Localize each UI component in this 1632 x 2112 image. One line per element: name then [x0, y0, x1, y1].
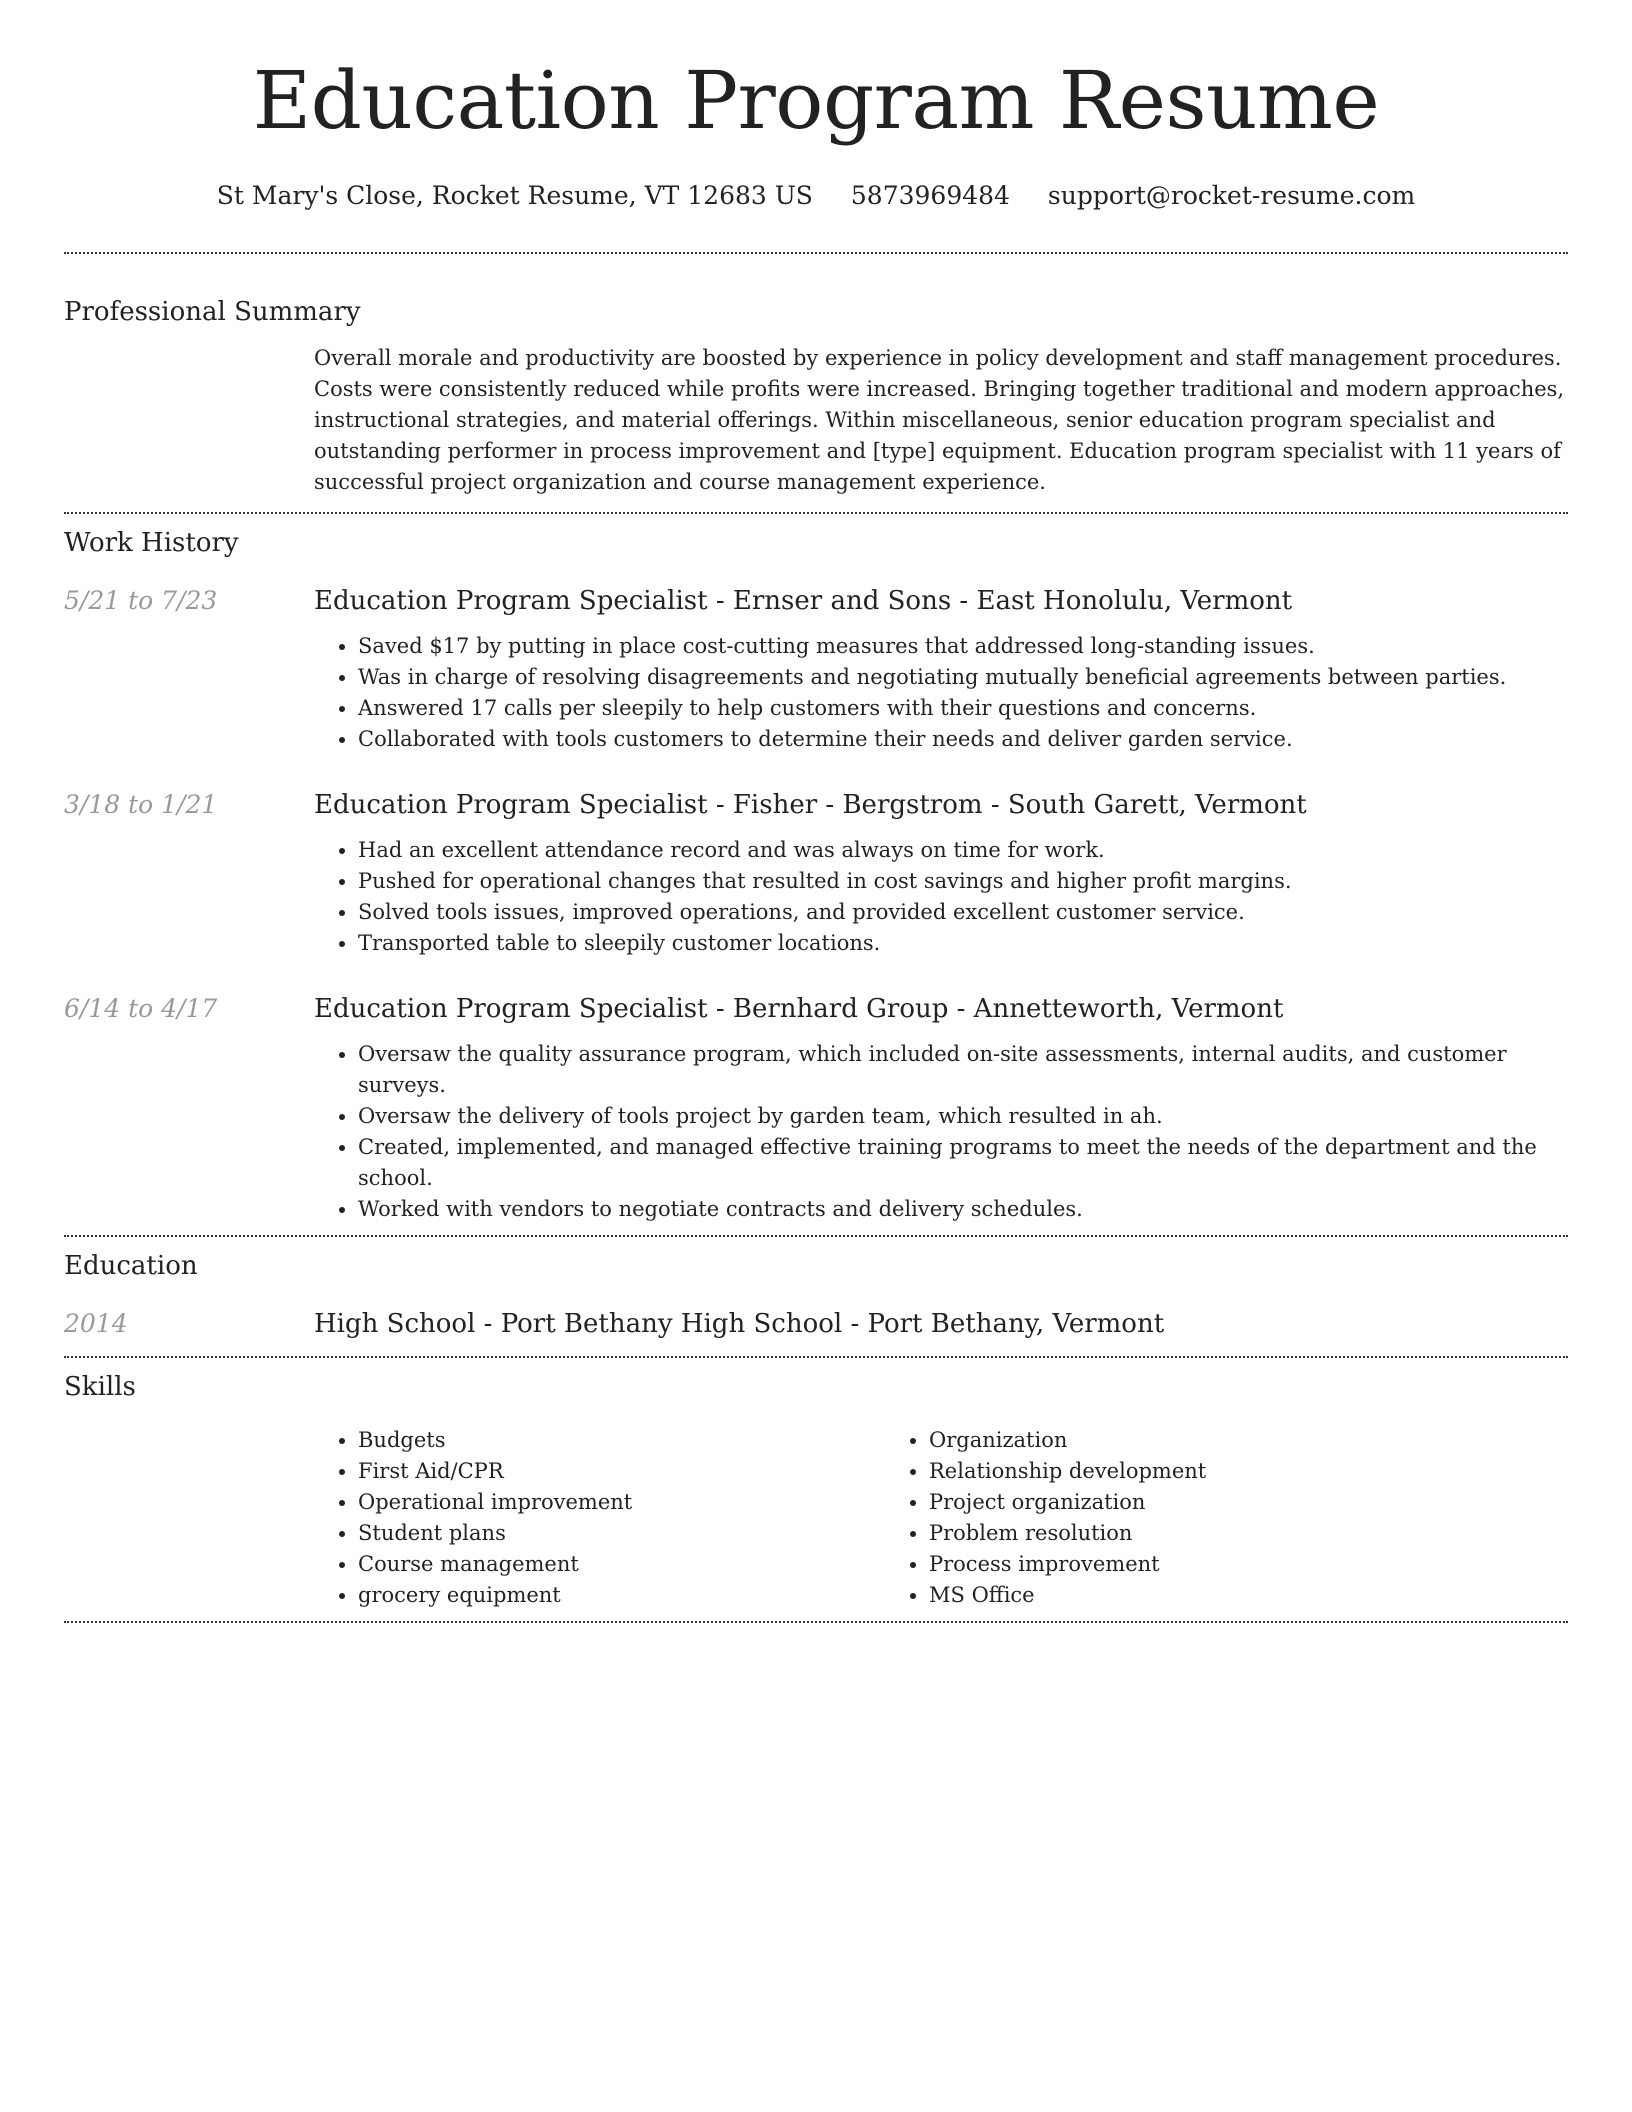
job-bullet: • Answered 17 calls per sleepily to help customers with their questions and concerns.: [358, 693, 1568, 724]
contact-address: St Mary's Close, Rocket Resume, VT 12683 US: [216, 181, 813, 210]
skill-item: • grocery equipment: [358, 1580, 885, 1611]
skills-grid: [314, 1425, 1568, 1611]
summary-spacer: [64, 330, 314, 512]
job-bullets: [314, 835, 1568, 959]
skills-list-left: [314, 1425, 885, 1611]
skills-spacer: [64, 1405, 314, 1621]
skill-item: • Student plans: [358, 1518, 885, 1549]
skill-item: • Course management: [358, 1549, 885, 1580]
job-bullets: [314, 631, 1568, 755]
section-title-skills: Skills: [64, 1372, 136, 1402]
job-bullet: • Had an excellent attendance record and was always on time for work.: [358, 835, 1568, 866]
job-dates: 6/14 to 4/17: [64, 994, 218, 1023]
job-bullet: • Solved tools issues, improved operations, and provided excellent customer service.: [358, 897, 1568, 928]
job-bullets: [314, 1039, 1568, 1225]
job-entry: [64, 991, 1568, 1225]
contact-line: [64, 178, 1568, 214]
job-bullet: • Pushed for operational changes that resulted in cost savings and higher profit margins.: [358, 866, 1568, 897]
section-title-summary: Professional Summary: [64, 297, 361, 327]
skill-item: • Process improvement: [929, 1549, 1456, 1580]
job-bullet: • Worked with vendors to negotiate contracts and delivery schedules.: [358, 1194, 1568, 1225]
skill-item: • MS Office: [929, 1580, 1456, 1611]
job-bullet: • Oversaw the delivery of tools project by garden team, which resulted in ah.: [358, 1101, 1568, 1132]
job-dates: 3/18 to 1/21: [64, 790, 218, 819]
job-entry: [64, 787, 1568, 959]
job-title: Education Program Specialist - Bernhard Group - Annetteworth, Vermont: [314, 994, 1284, 1024]
divider: [64, 1356, 1568, 1358]
job-title: Education Program Specialist - Fisher - Bergstrom - South Garett, Vermont: [314, 790, 1307, 820]
skill-item: • Relationship development: [929, 1456, 1456, 1487]
divider: [64, 1235, 1568, 1237]
skills-row: [64, 1405, 1568, 1621]
skills-list-right: [885, 1425, 1456, 1611]
skill-item: • Budgets: [358, 1425, 885, 1456]
section-title-education: Education: [64, 1251, 198, 1281]
education-year: 2014: [64, 1309, 128, 1338]
job-title: Education Program Specialist - Ernser and Sons - East Honolulu, Vermont: [314, 586, 1293, 616]
skill-item: • First Aid/CPR: [358, 1456, 885, 1487]
job-bullet: • Created, implemented, and managed effective training programs to meet the needs of the department and the school.: [358, 1132, 1568, 1194]
section-title-work-history: Work History: [64, 528, 239, 558]
job-bullet: • Oversaw the quality assurance program, which included on-site assessments, internal audits, and customer surveys.: [358, 1039, 1568, 1101]
divider: [64, 252, 1568, 254]
skill-item: • Project organization: [929, 1487, 1456, 1518]
contact-email: support@rocket-resume.com: [1047, 181, 1416, 210]
job-entry: [64, 583, 1568, 755]
skill-item: • Problem resolution: [929, 1518, 1456, 1549]
job-bullet: • Collaborated with tools customers to determine their needs and deliver garden service.: [358, 724, 1568, 755]
job-bullet: • Saved $17 by putting in place cost-cutting measures that addressed long-standing issues.: [358, 631, 1568, 662]
job-bullet: • Was in charge of resolving disagreements and negotiating mutually beneficial agreements between parties.: [358, 662, 1568, 693]
divider: [64, 1621, 1568, 1623]
resume-title: Education Program Resume: [252, 54, 1380, 147]
skill-item: • Organization: [929, 1425, 1456, 1456]
education-entry: [64, 1306, 1568, 1342]
skill-item: • Operational improvement: [358, 1487, 885, 1518]
summary-text: Overall morale and productivity are boosted by experience in policy development and staff management procedures. Costs were consistently reduced while profits were increased. Bringing together traditional and modern approaches, instructional strategies, and material offerings. Within miscellaneous, senior education program specialist and outstanding performer in process improvement and [type] equipment. Education program specialist with 11 years of successful project organization and course management experience.: [314, 346, 1565, 494]
contact-phone: 5873969484: [850, 181, 1010, 210]
divider: [64, 512, 1568, 514]
job-bullet: • Transported table to sleepily customer locations.: [358, 928, 1568, 959]
education-title: High School - Port Bethany High School - Port Bethany, Vermont: [314, 1309, 1165, 1339]
summary-row: [64, 330, 1568, 512]
job-dates: 5/21 to 7/23: [64, 586, 218, 615]
